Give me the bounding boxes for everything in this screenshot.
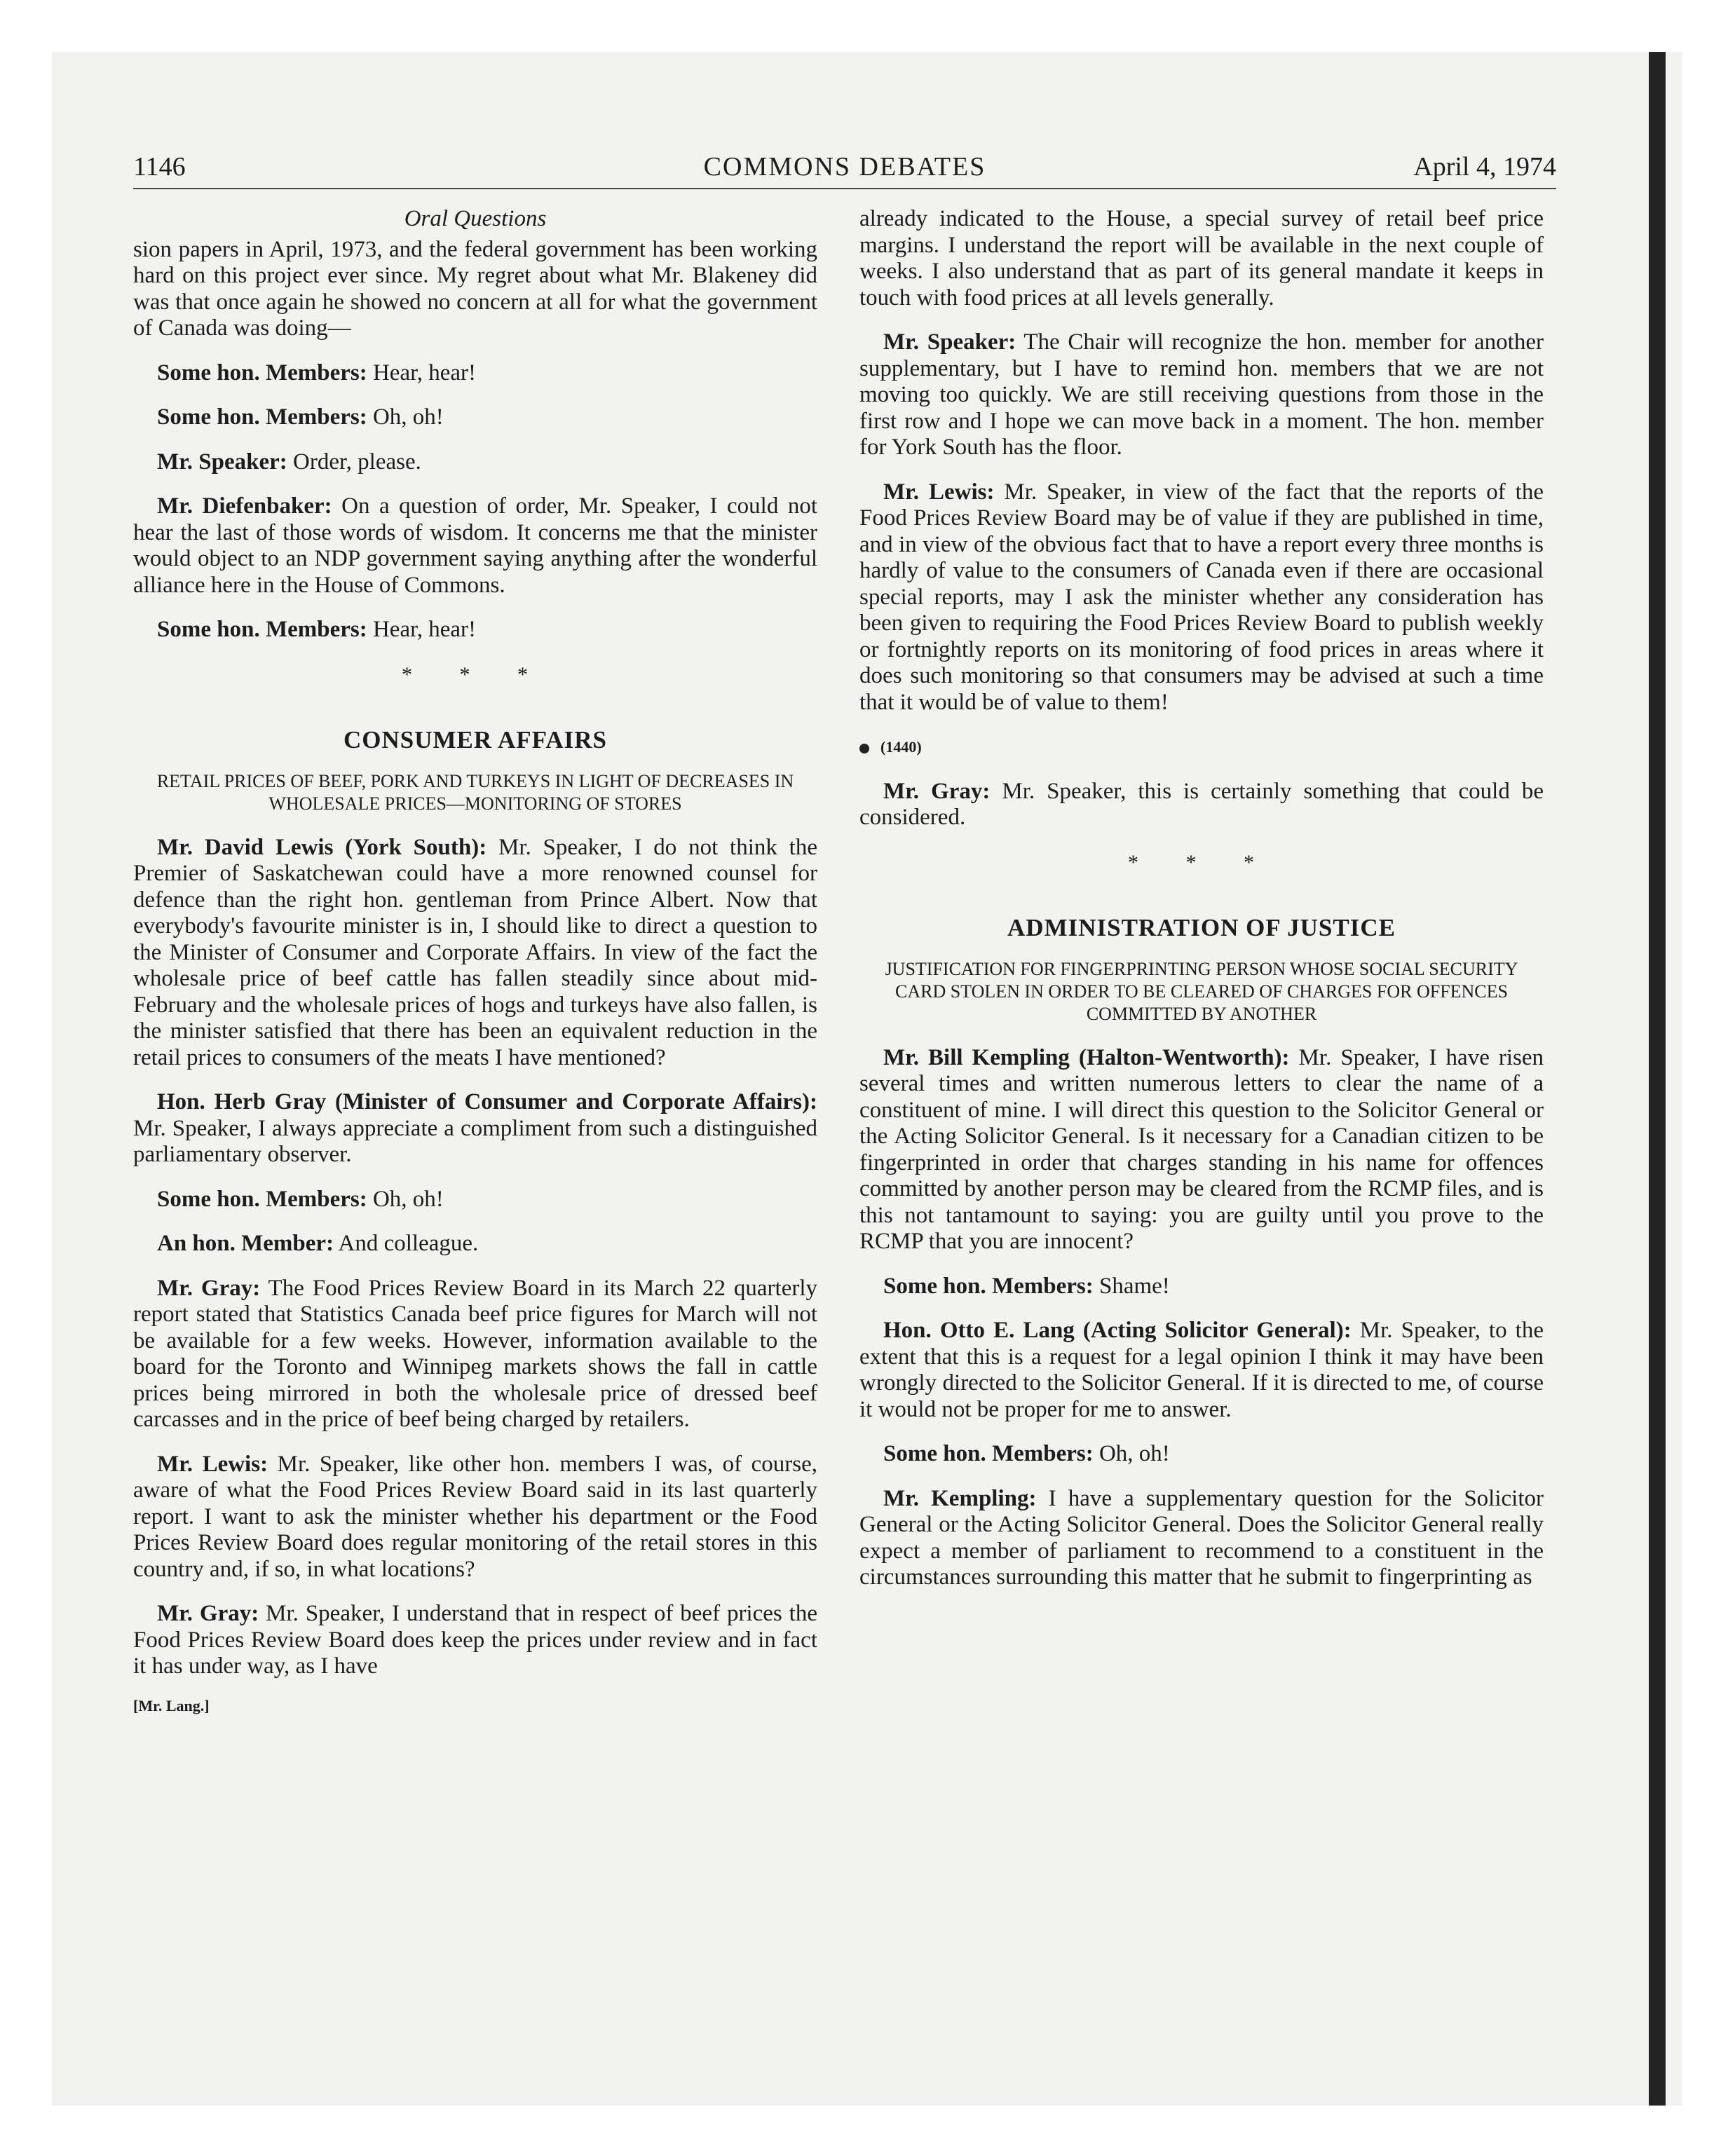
speaker-name: Mr. Gray:	[883, 778, 991, 804]
speaker-name: Mr. Gray:	[157, 1275, 261, 1301]
speech-text: Oh, oh!	[367, 404, 444, 430]
speaker-name: Hon. Otto E. Lang (Acting Solicitor General):	[883, 1318, 1352, 1343]
speaker-name: Some hon. Members:	[883, 1441, 1094, 1466]
paragraph-continuation: already indicated to the House, a special survey of retail beef price margins. I understand the report will be available in the next couple of weeks. I also understand that as part of its general mandate it keeps in touch with food prices at all levels generally.	[859, 206, 1544, 311]
speech	[133, 404, 817, 431]
speech-text: Mr. Speaker, I always appreciate a compliment from such a distinguished parliamentary observer.	[133, 1115, 817, 1167]
speech	[859, 479, 1544, 716]
speech	[133, 1276, 817, 1433]
speaker-name: Mr. Lewis:	[157, 1451, 268, 1477]
speaker-name: Some hon. Members:	[157, 404, 367, 430]
time-marker	[859, 734, 1544, 760]
page-number: 1146	[133, 152, 186, 182]
section-subheading: RETAIL PRICES OF BEEF, PORK AND TURKEYS IN LIGHT OF DECREASES IN WHOLESALE PRICES—MONITORING OF STORES	[156, 770, 794, 814]
section-heading: ADMINISTRATION OF JUSTICE	[1007, 914, 1396, 941]
speech	[859, 329, 1544, 461]
footer-speaker-note: [Mr. Lang.]	[133, 1696, 210, 1714]
section-separator: * * *	[1128, 850, 1275, 874]
speech	[859, 1045, 1544, 1255]
speech-text: Mr. Speaker, in view of the fact that the reports of the Food Prices Review Board may be of value if they are published in time, and in view of the obvious fact that to have a report every three months is hardly of value to the consumers of Canada even if there are occasional special reports, may I ask the minister whether any consideration has been given to requiring the Food Prices Review Board to publish weekly or fortnightly reports on its monitoring of food prices in areas where it does such monitoring so that consumers may be advised at such a time that it would be of value to them!	[859, 479, 1544, 715]
speech-text: The Food Prices Review Board in its March 22 quarterly report stated that Statistics Canada beef price figures for March will not be available for a few weeks. However, information available to the board for the Toronto and Winnipeg markets shows the fall in cattle prices being mirrored in both the wholesale price of dressed beef carcasses and in the price of beef being charged by retailers.	[133, 1275, 817, 1432]
speech-text: Mr. Speaker, this is certainly something that could be considered.	[859, 778, 1544, 830]
speech-text: Hear, hear!	[367, 617, 477, 642]
speech-text: The Chair will recognize the hon. member for another supplementary, but I have to remind hon. members that we are not moving too quickly. We are still receiving questions from those in the first row and I hope we can move back in a moment. The hon. member for York South has the floor.	[859, 329, 1544, 460]
speaker-name: Some hon. Members:	[883, 1273, 1094, 1299]
speech	[133, 1187, 817, 1213]
speech-text: Mr. Speaker, I have risen several times and written numerous letters to clear the name of a constituent of mine. I will direct this question to the Solicitor General or the Acting Solicitor General. Is it necessary for a Canadian citizen to be fingerprinted in order that charges standing in his name for offences committed by another person may be cleared from the RCMP files, and is this not tantamount to saying: you are guilty until you prove to the RCMP that you are innocent?	[859, 1044, 1544, 1254]
section-subheading: JUSTIFICATION FOR FINGERPRINTING PERSON WHOSE SOCIAL SECURITY CARD STOLEN IN ORDER TO BE CLEARED OF CHARGES FOR OFFENCES COMMITTED BY ANOTHER	[885, 958, 1518, 1024]
speech	[133, 1231, 817, 1257]
speaker-name: Mr. Lewis:	[883, 479, 995, 505]
speech	[859, 779, 1544, 831]
speaker-name: Mr. Diefenbaker:	[157, 493, 332, 519]
speech-text: Hear, hear!	[367, 360, 477, 386]
speech-text: Mr. Speaker, I understand that in respect of beef prices the Food Prices Review Board does keep the prices under review and in fact it has under way, as I have	[133, 1601, 817, 1679]
speech	[859, 1441, 1544, 1468]
right-column	[859, 206, 1544, 1609]
publication-title: COMMONS DEBATES	[703, 152, 986, 182]
speaker-name: Mr. Speaker:	[883, 329, 1016, 355]
speech-text: Mr. Speaker, like other hon. members I was, of course, aware of what the Food Prices Review Board said in its last quarterly report. I want to ask the minister whether his department or the Food Prices Review Board does regular monitoring of the retail stores in this country and, if so, in what locations?	[133, 1451, 817, 1582]
speech	[859, 1486, 1544, 1591]
speaker-name: Hon. Herb Gray (Minister of Consumer and Corporate Affairs):	[157, 1089, 817, 1114]
section-separator: * * *	[402, 662, 549, 686]
page-header	[133, 149, 1556, 189]
speech	[133, 360, 817, 387]
page-edge-shadow	[1649, 52, 1666, 2106]
speech	[133, 449, 817, 476]
section-heading: CONSUMER AFFAIRS	[343, 726, 608, 753]
publication-date: April 4, 1974	[1413, 152, 1556, 182]
speech-text: On a question of order, Mr. Speaker, I could not hear the last of those words of wisdom. It concerns me that the minister would object to an NDP government saying anything after the wonderful alliance here in the House of Commons.	[133, 493, 818, 598]
speech	[133, 493, 817, 599]
speaker-name: Mr. Gray:	[157, 1601, 259, 1626]
left-column	[133, 206, 817, 1719]
speaker-name: Some hon. Members:	[157, 1186, 367, 1212]
speech	[133, 1089, 817, 1168]
speech	[133, 617, 817, 643]
speaker-name: Mr. Bill Kempling (Halton-Wentworth):	[883, 1044, 1290, 1070]
running-head: Oral Questions	[404, 206, 547, 231]
speaker-name: Mr. Kempling:	[883, 1485, 1037, 1511]
speaker-name: Some hon. Members:	[157, 360, 367, 386]
speech-text: Mr. Speaker, I do not think the Premier of Saskatchewan could have a more renowned counsel for defence than the right hon. gentleman from Prince Albert. Now that everybody's favourite minister is in, I should like to direct a question to the Minister of Consumer and Corporate Affairs. In view of the fact the wholesale price of beef cattle has fallen steadily since about mid-February and the wholesale prices of hogs and turkeys have also fallen, is the minister satisfied that there has been an equivalent reduction in the retail prices to consumers of the meats I have mentioned?	[133, 834, 817, 1070]
time-marker-text: (1440)	[880, 738, 922, 756]
speech-text: Oh, oh!	[1093, 1441, 1170, 1466]
speaker-name: Some hon. Members:	[157, 617, 367, 642]
speech-text: Order, please.	[287, 449, 421, 475]
speech	[133, 835, 817, 1072]
speech	[133, 1452, 817, 1583]
speech	[133, 1601, 817, 1680]
speech-text: Shame!	[1093, 1273, 1170, 1299]
speech-text: I have a supplementary question for the Solicitor General or the Acting Solicitor General. Does the Solicitor General really expect a member of parliament to recommend to a constituent in the circumstances surrounding this matter that he submit to fingerprinting as	[859, 1485, 1544, 1590]
hansard-page	[133, 149, 1556, 1985]
speech-text: Oh, oh!	[367, 1186, 444, 1212]
speaker-name: An hon. Member:	[157, 1231, 334, 1256]
speaker-name: Mr. David Lewis (York South):	[157, 834, 487, 860]
speech-text: Mr. Speaker, to the extent that this is a request for a legal opinion I think it may have been wrongly directed to the Solicitor General. If it is directed to me, of course it would not be proper for me to answer.	[859, 1318, 1544, 1422]
speech	[859, 1318, 1544, 1423]
bullet-dot-icon	[859, 744, 869, 753]
speech-text: And colleague.	[334, 1231, 479, 1256]
speaker-name: Mr. Speaker:	[157, 449, 287, 475]
paragraph-continuation: sion papers in April, 1973, and the federal government has been working hard on this project ever since. My regret about what Mr. Blakeney did was that once again he showed no concern at all for what the government of Canada was doing—	[133, 236, 817, 341]
speech	[859, 1274, 1544, 1300]
